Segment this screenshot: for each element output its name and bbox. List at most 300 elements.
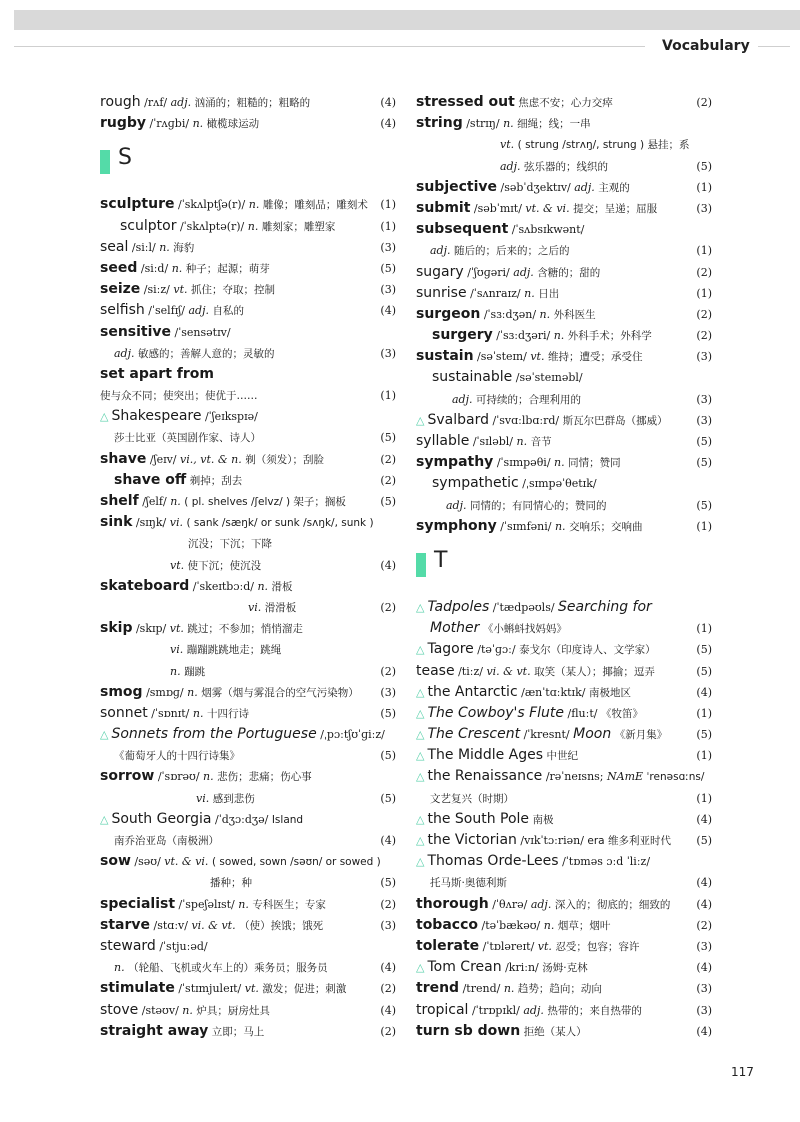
vocab-entry: [100, 957, 396, 978]
entry-part-of-speech: adj.: [523, 1003, 544, 1017]
vocab-entry: [416, 1021, 712, 1042]
entry-definition: 热带的；来自热带的: [547, 1004, 642, 1017]
entry-phonetic: /rəˈneɪsns;: [545, 770, 604, 784]
entry-headword: The Crescent: [427, 726, 521, 743]
entry-unit-number: (1): [696, 749, 712, 763]
entry-definition: （轮船、飞机或火车上的）乘务员；服务员: [128, 962, 328, 975]
entry-unit-number: (4): [696, 897, 712, 911]
entry-definition: 播种；种: [210, 877, 252, 890]
entry-headword: syllable: [416, 433, 470, 449]
entry-definition: 《牧笛》: [600, 707, 643, 720]
entry-unit-number: (4): [380, 304, 396, 318]
vocab-entry: [416, 156, 712, 177]
entry-definition: 沉没；下沉；下降: [188, 538, 272, 551]
entry-definition: 交响乐；交响曲: [569, 520, 643, 533]
vocab-entry: [416, 661, 712, 682]
vocab-entry: [100, 113, 396, 134]
entry-part-of-speech: n.: [192, 117, 204, 131]
entry-phonetic: /ʃelf/: [142, 495, 167, 508]
entry-definition: 跳过；不参加；悄悄溜走: [187, 623, 303, 636]
entry-headword: sonnet: [100, 704, 148, 721]
triangle-icon: △: [100, 812, 109, 826]
vocab-entry: [416, 473, 712, 494]
entry-phonetic: /strɪŋ/: [466, 117, 500, 131]
entry-headword: string: [416, 115, 463, 132]
entry-unit-number: (5): [696, 435, 712, 448]
entry-headword: shave: [100, 450, 147, 467]
vocab-entry: [100, 872, 396, 893]
entry-unit-number: (4): [696, 1024, 712, 1038]
entry-phonetic: /ˈskʌlptʃə(r)/: [177, 198, 246, 212]
entry-unit-number: (5): [696, 159, 712, 173]
entry-headword: subjective: [416, 178, 498, 195]
vocab-entry: [100, 427, 396, 448]
vocab-entry: [416, 830, 712, 851]
entry-part-of-speech: n.: [203, 770, 214, 784]
vocab-entry: [416, 452, 712, 473]
triangle-icon: △: [416, 855, 425, 869]
entry-headword: tolerate: [416, 937, 480, 954]
entry-definition: 外科医生: [553, 308, 596, 321]
entry-unit-number: (1): [696, 706, 712, 720]
entry-definition: 提交；呈递；屈服: [573, 202, 658, 215]
entry-definition: 滑滑板: [264, 601, 297, 614]
entry-definition: 海豹: [173, 241, 195, 254]
entry-unit-number: (5): [380, 261, 396, 275]
entry-headword: sink: [100, 514, 133, 531]
entry-definition: 日出: [538, 287, 560, 300]
triangle-icon: △: [416, 812, 425, 826]
entry-headword: specialist: [100, 895, 176, 912]
entry-headword: seed: [100, 259, 138, 276]
entry-unit-number: (3): [380, 685, 396, 699]
entry-phonetic: /smɒɡ/: [146, 685, 184, 699]
entry-definition: 橄榄球运动: [206, 118, 260, 131]
entry-definition: 悲伤；悲痛；伤心事: [217, 771, 312, 784]
triangle-icon: △: [416, 685, 425, 699]
entry-phonetic: /ˈʃʊɡəri/: [467, 265, 510, 279]
entry-definition: 汤姆·克林: [542, 962, 588, 975]
entry-unit-number: (2): [380, 897, 396, 911]
entry-phonetic: /tiːz/: [458, 664, 483, 678]
entry-part-of-speech: n.: [543, 918, 555, 932]
left-column: [100, 92, 396, 1042]
entry-headword: the Renaissance: [427, 768, 543, 785]
entry-phonetic: /ˈtɒməs ɔːd ˈliːz/: [562, 855, 651, 869]
entry-headword: shave off: [114, 471, 187, 488]
entry-unit-number: (4): [380, 961, 396, 975]
entry-definition: Island: [271, 813, 304, 826]
entry-part-of-speech: adj.: [574, 180, 595, 194]
header-title: Vocabulary: [662, 38, 750, 54]
entry-part-of-speech: n.: [247, 219, 259, 233]
entry-part-of-speech: adj.: [446, 498, 467, 512]
section-marker-bar: [416, 553, 426, 577]
entry-part-of-speech: adj.: [513, 265, 534, 279]
entry-headword: thorough: [416, 895, 489, 912]
entry-phonetic: /ˈsɪləbl/: [472, 435, 514, 448]
entry-phonetic: /ˈdʒɔːdʒə/: [215, 812, 269, 826]
entry-definition: 同情；赞同: [568, 457, 621, 470]
entry-unit-number: (5): [380, 749, 396, 763]
entry-phonetic: /siːd/: [140, 261, 169, 275]
entry-unit-number: (1): [380, 389, 396, 403]
entry-phonetic: /ˈθʌrə/: [492, 897, 528, 911]
entry-part-of-speech: n.: [171, 261, 183, 275]
entry-definition: 拒绝（某人）: [523, 1025, 587, 1038]
triangle-icon: △: [416, 749, 425, 763]
vocab-entry: [416, 894, 712, 915]
vocab-entry: [100, 1000, 396, 1021]
entry-definition: 使与众不同；使突出；使优于……: [100, 390, 258, 403]
vocab-entry: [416, 703, 712, 724]
vocab-entry: [416, 936, 712, 957]
entry-headword: selfish: [100, 302, 145, 319]
entry-unit-number: (5): [380, 791, 396, 805]
vocab-entry: [100, 533, 396, 554]
entry-phonetic: /səbˈdʒektɪv/: [500, 180, 571, 194]
vocab-entry: [416, 724, 712, 745]
entry-phonetic: /ˌpɔːtʃʊˈɡiːz/: [320, 728, 385, 742]
entry-unit-number: (5): [696, 728, 712, 742]
entry-unit-number: (4): [696, 961, 712, 975]
entry-definition: 泰戈尔（印度诗人、文学家）: [519, 644, 656, 657]
entry-part-of-speech: vi.: [169, 516, 183, 530]
entry-unit-number: (1): [696, 244, 712, 258]
triangle-icon: △: [416, 413, 425, 427]
entry-part-of-speech: vt.: [169, 622, 184, 636]
entry-phonetic: /skɪp/: [135, 622, 167, 636]
entry-headword: stimulate: [100, 980, 175, 997]
vocab-entry: [100, 661, 396, 682]
entry-phonetic: /ˌsɪmpəˈθetɪk/: [522, 477, 597, 491]
vocab-entry: [100, 703, 396, 724]
entry-headword: steward: [100, 937, 156, 954]
vocab-entry: [100, 216, 396, 237]
entry-headword: sunrise: [416, 284, 467, 301]
vocab-entry: [100, 978, 396, 999]
entry-headword: stressed out: [416, 94, 515, 110]
entry-definition: ( sank /sæŋk/ or sunk /sʌŋk/, sunk ): [186, 517, 374, 530]
entry-phonetic: /ˈsʌnraɪz/: [470, 286, 521, 300]
triangle-icon: △: [416, 706, 425, 720]
entry-definition: 炉具；厨房灶具: [196, 1004, 270, 1017]
entry-unit-number: (2): [696, 918, 712, 932]
vocab-entry: [100, 745, 396, 766]
entry-headword: tobacco: [416, 916, 478, 933]
entry-unit-number: (5): [696, 664, 712, 678]
entry-phonetic: /ˈkresnt/: [523, 728, 570, 742]
entry-definition: 使下沉；使沉没: [187, 559, 262, 572]
entry-unit-number: (5): [380, 495, 396, 508]
entry-unit-number: (5): [380, 876, 396, 890]
entry-definition: （使）挨饿；饿死: [239, 919, 324, 932]
entry-part-of-speech: n.: [503, 117, 514, 131]
vocab-entry: [100, 576, 396, 597]
entry-part-of-speech: n.: [170, 664, 181, 678]
triangle-icon: △: [416, 961, 425, 975]
vocab-entry: [100, 512, 396, 533]
entry-definition: 深入的；彻底的；细致的: [554, 898, 671, 911]
entry-definition: 趋势；趋向；动向: [517, 983, 602, 996]
top-banner-bar: [14, 10, 800, 30]
vocab-entry: [100, 682, 396, 703]
entry-headword: seal: [100, 238, 129, 255]
entry-headword: tease: [416, 662, 455, 679]
entry-definition: 烟草；烟叶: [557, 919, 611, 932]
entry-unit-number: (1): [696, 519, 712, 533]
entry-part-of-speech: n.: [554, 456, 565, 470]
entry-unit-number: (4): [696, 685, 712, 699]
vocab-entry: [100, 406, 396, 427]
entry-headword: Tadpoles: [427, 598, 490, 615]
entry-headword: sustain: [416, 348, 474, 365]
vocab-entry: [416, 639, 712, 660]
entry-definition: 维持；遭受；承受住: [547, 351, 643, 364]
entry-definition: 音节: [530, 436, 552, 448]
entry-phonetic: /fluːt/: [567, 706, 598, 720]
entry-part-of-speech: vt.: [530, 350, 545, 364]
entry-headword: sculpture: [100, 196, 175, 213]
entry-unit-number: (1): [380, 198, 396, 212]
entry-phonetic: /ˈsʌbsɪkwənt/: [511, 223, 585, 237]
entry-definition: 汹涌的；粗糙的；粗略的: [194, 97, 311, 109]
entry-headword: turn sb down: [416, 1022, 521, 1039]
vocab-entry: [100, 766, 396, 787]
vocab-entry: [100, 449, 396, 470]
entry-part-of-speech: n.: [248, 198, 260, 212]
entry-phonetic: /ˈskʌlptə(r)/: [179, 219, 245, 233]
entry-definition: 斯瓦尔巴群岛（挪威）: [562, 414, 668, 427]
entry-part-of-speech: vi.: [170, 643, 184, 657]
entry-phonetic: /ænˈtɑːktɪk/: [521, 685, 586, 699]
entry-definition: 《新月集》: [614, 729, 668, 742]
entry-headword: surgeon: [416, 305, 481, 322]
vocab-entry: [100, 851, 396, 872]
vocab-entry: [416, 325, 712, 346]
entry-headword-continued: Moon: [573, 726, 612, 743]
entry-unit-number: (2): [380, 600, 396, 614]
vocab-entry: [100, 809, 396, 830]
entry-definition: 滑板: [271, 580, 293, 593]
entry-unit-number: (3): [696, 982, 712, 996]
entry-definition: 《小蝌蚪找妈妈》: [482, 623, 567, 636]
entry-part-of-speech: vi.: [248, 600, 262, 614]
entry-unit-number: (4): [696, 876, 712, 890]
vocab-entry: [416, 431, 712, 452]
entry-headword: Thomas Orde-Lees: [427, 853, 559, 870]
entry-phonetic: /ʃeɪv/: [149, 452, 177, 466]
entry-definition: 敏感的；善解人意的；灵敏的: [138, 347, 275, 360]
right-column: [416, 92, 712, 1042]
entry-definition: 文艺复兴（时期）: [430, 792, 514, 805]
entry-headword: sensitive: [100, 323, 172, 340]
entry-headword: South Georgia: [111, 810, 212, 827]
vocab-entry: [100, 618, 396, 639]
vocab-entry: [416, 367, 712, 388]
entry-phonetic: /ˈrʌɡbi/: [149, 117, 190, 131]
entry-definition: 雕刻家；雕塑家: [261, 220, 336, 233]
vocab-entry: [100, 555, 396, 576]
vocab-entry: [416, 851, 712, 872]
vocab-entry: [100, 936, 396, 957]
entry-headword: skateboard: [100, 577, 190, 594]
entry-headword: Sonnets from the Portuguese: [111, 726, 317, 743]
entry-headword: subsequent: [416, 221, 509, 238]
entry-headword: shelf: [100, 493, 139, 509]
entry-unit-number: (5): [380, 431, 396, 445]
entry-unit-number: (1): [696, 622, 712, 636]
entry-definition: 同情的；有同情心的；赞同的: [470, 499, 607, 512]
entry-headword: trend: [416, 980, 460, 997]
entry-definition: 雕像；雕刻品；雕刻术: [262, 199, 368, 212]
entry-phonetic: /stəʊv/: [141, 1003, 179, 1017]
entry-definition: 细绳；线；一串: [517, 118, 591, 131]
entry-phonetic: /təˈɡɔː/: [477, 643, 516, 657]
entry-part-of-speech: n.: [238, 897, 249, 911]
vocab-entry: [100, 385, 396, 406]
vocab-entry: [100, 639, 396, 660]
vocab-entry: [416, 113, 712, 134]
entry-headword: The Cowboy's Flute: [427, 704, 564, 721]
entry-headword: sympathetic: [432, 475, 519, 492]
entry-part-of-speech: n.: [159, 240, 170, 254]
entry-part-of-speech: adj.: [500, 159, 521, 173]
entry-phonetic: /ˈsɒrəʊ/: [157, 770, 200, 784]
entry-headword: submit: [416, 199, 471, 216]
vocab-entry: [100, 364, 396, 385]
entry-definition: 抓住；夺取；控制: [191, 284, 275, 297]
entry-headword: The Middle Ages: [427, 747, 544, 764]
entry-headword: set apart from: [100, 365, 214, 382]
entry-unit-number: (3): [696, 392, 712, 406]
entry-part-of-speech: vt.: [244, 982, 259, 996]
entry-headword: the South Pole: [427, 810, 530, 827]
entry-unit-number: (5): [696, 834, 712, 847]
entry-part-of-speech: n.: [524, 286, 535, 300]
vocab-entry: [416, 240, 712, 261]
entry-headword: surgery: [432, 327, 493, 344]
entry-unit-number: (1): [696, 791, 712, 805]
entry-phonetic: /səˈsteɪnəbl/: [515, 371, 583, 385]
entry-definition: 外科手术；外科学: [567, 330, 652, 343]
entry-headword: sculptor: [120, 217, 177, 234]
entry-definition: 忍受；包容；容许: [555, 940, 640, 953]
entry-headword-continued: Searching for: [558, 598, 652, 615]
vocab-entry: [100, 279, 396, 300]
entry-phonetic: /stɑːv/: [153, 918, 188, 932]
entry-definition: 焦虑不安；心力交瘁: [518, 97, 613, 109]
entry-headword: smog: [100, 683, 143, 700]
vocab-entry: [100, 258, 396, 279]
entry-definition: ( pl. shelves /ʃelvz/ ) 架子；搁板: [184, 496, 346, 508]
entry-headword: rugby: [100, 115, 147, 132]
vocab-entry: [100, 92, 396, 113]
vocab-entry: [416, 766, 712, 787]
entry-definition: 弦乐器的；线织的: [524, 160, 609, 173]
entry-definition: 中世纪: [546, 750, 579, 763]
entry-unit-number: (2): [380, 982, 396, 996]
entry-part-of-speech: adj.: [430, 244, 451, 258]
entry-part-of-speech: n.: [516, 435, 528, 448]
entry-headword: sympathy: [416, 454, 494, 471]
entry-unit-number: (2): [696, 329, 712, 343]
entry-unit-number: (3): [380, 240, 396, 254]
entry-unit-number: (2): [696, 265, 712, 279]
vocab-entry: [416, 389, 712, 410]
entry-definition: 种子；起源；萌芽: [185, 262, 270, 275]
entry-definition: 剃（须发）；刮脸: [245, 453, 324, 466]
entry-definition: 蹦跳: [184, 665, 206, 678]
entry-headword: seize: [100, 281, 141, 298]
entry-part-of-speech: adj.: [170, 96, 192, 109]
entry-part-of-speech: vt.: [170, 558, 185, 572]
entry-definition: 随后的；后来的；之后的: [454, 245, 570, 258]
entry-definition: 蹦蹦跳跳地走；跳绳: [186, 644, 282, 657]
vocab-entry: [100, 237, 396, 258]
entry-unit-number: (5): [380, 706, 396, 720]
vocab-entry: [416, 872, 712, 893]
vocab-entry: [416, 410, 712, 431]
entry-definition: 含糖的；甜的: [537, 266, 601, 279]
entry-unit-number: (3): [380, 346, 396, 360]
entry-phonetic: /ˈspeʃəlɪst/: [178, 897, 235, 911]
entry-phonetic: /ˈsɜːdʒən/: [483, 307, 537, 321]
entry-definition: 南极地区: [588, 686, 631, 699]
entry-unit-number: (4): [380, 117, 396, 131]
entry-definition: 立即；马上: [211, 1025, 265, 1038]
entry-unit-number: (4): [696, 812, 712, 826]
entry-phonetic: /təˈbækəʊ/: [481, 918, 541, 932]
entry-definition: 自私的: [212, 305, 244, 318]
entry-part-of-speech: n.: [114, 961, 125, 975]
entry-definition: 托马斯·奥德利斯: [430, 877, 507, 890]
vocab-entry: [100, 597, 396, 618]
section-heading: [416, 547, 712, 591]
vocab-entry: [100, 724, 396, 745]
entry-part-of-speech: vt. & vi.: [525, 201, 570, 215]
entry-unit-number: (3): [696, 413, 712, 427]
entry-definition: ˈrenəsɑːns/: [646, 771, 705, 784]
entry-unit-number: (3): [696, 201, 712, 215]
vocab-entry: [416, 682, 712, 703]
entry-unit-number: (2): [380, 664, 396, 678]
vocab-entry: [416, 346, 712, 367]
vocab-entry: [100, 322, 396, 343]
entry-phonetic: /ˈtrɒpɪkl/: [471, 1003, 520, 1017]
vocab-entry: [416, 92, 712, 113]
vocab-entry: [416, 597, 712, 618]
vocab-entry: [100, 830, 396, 851]
entry-definition: 南乔治亚岛（南极洲）: [114, 835, 219, 847]
triangle-icon: △: [100, 410, 109, 424]
entry-part-of-speech: vi., vt. & n.: [180, 452, 242, 466]
entry-headword: rough: [100, 94, 141, 110]
entry-phonetic: /səʊ/: [134, 855, 161, 869]
entry-unit-number: (1): [380, 219, 396, 233]
section-letter: T: [434, 547, 448, 573]
vocab-entry: [100, 343, 396, 364]
entry-phonetic: /sɪŋk/: [135, 516, 167, 530]
vocab-entry: [100, 894, 396, 915]
vocab-entry: [100, 788, 396, 809]
entry-headword: Svalbard: [427, 411, 489, 428]
entry-phonetic: /ˈsɪmpəθi/: [496, 456, 551, 470]
entry-part-of-speech: vt.: [537, 939, 552, 953]
entry-unit-number: (2): [696, 307, 712, 321]
entry-unit-number: (2): [380, 452, 396, 466]
vocab-entry: [416, 915, 712, 936]
